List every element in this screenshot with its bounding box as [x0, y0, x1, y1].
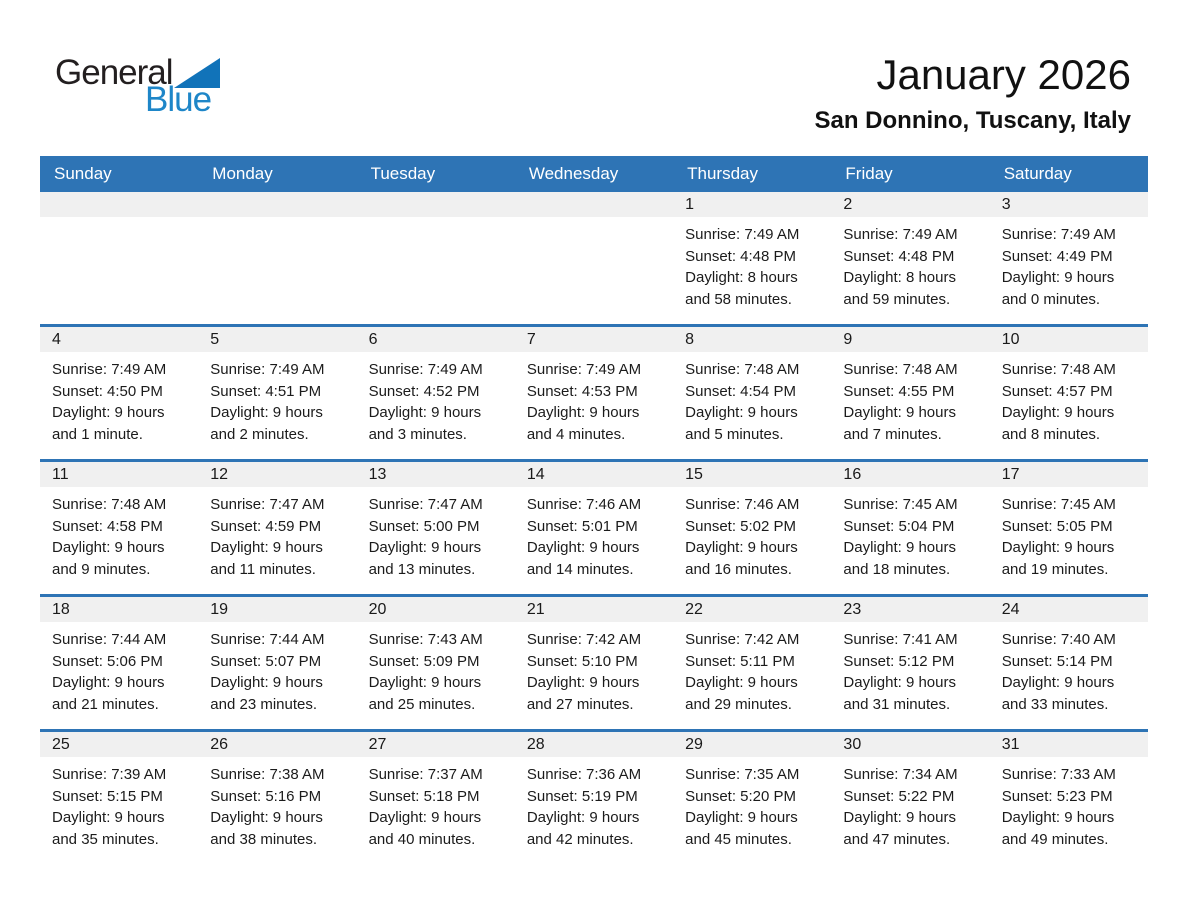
day-number: 1	[673, 192, 831, 217]
sunrise-text: Sunrise: 7:48 AM	[52, 496, 167, 513]
day-number: 30	[831, 732, 989, 757]
day-details	[673, 352, 831, 445]
sunset-text: Sunset: 5:11 PM	[685, 652, 795, 670]
daylight-text: Daylight: 9 hours and 27 minutes.	[526, 674, 640, 713]
sunset-text: Sunset: 5:15 PM	[52, 787, 163, 805]
day-details	[515, 487, 673, 580]
day-details	[515, 757, 673, 850]
day-details	[673, 217, 831, 310]
sunrise-text: Sunrise: 7:44 AM	[52, 631, 167, 648]
sunrise-text: Sunrise: 7:37 AM	[368, 766, 483, 783]
daylight-text: Daylight: 9 hours and 25 minutes.	[368, 674, 482, 713]
sunrise-text: Sunrise: 7:49 AM	[52, 361, 167, 378]
day-number: 28	[515, 732, 673, 757]
day-details	[40, 352, 198, 445]
day-cell-19	[198, 597, 356, 729]
sunrise-text: Sunrise: 7:39 AM	[52, 766, 167, 783]
day-cell-20	[357, 597, 515, 729]
day-details	[990, 487, 1148, 580]
sunrise-text: Sunrise: 7:49 AM	[843, 226, 958, 243]
day-number: 24	[990, 597, 1148, 622]
weekday-header-monday: Monday	[212, 164, 273, 183]
day-number: 2	[831, 192, 989, 217]
weekday-header-thursday: Thursday	[687, 164, 759, 183]
weekday-header-friday: Friday	[845, 164, 893, 183]
day-number: 15	[673, 462, 831, 487]
sunset-text: Sunset: 5:07 PM	[210, 652, 322, 670]
sunset-text: Sunset: 5:06 PM	[52, 652, 163, 670]
day-details	[515, 622, 673, 715]
sunset-text: Sunset: 4:52 PM	[368, 382, 480, 400]
sunrise-text: Sunrise: 7:43 AM	[368, 631, 483, 648]
day-details	[990, 352, 1148, 445]
sunset-text: Sunset: 5:12 PM	[843, 652, 955, 670]
sunrise-text: Sunrise: 7:48 AM	[1001, 361, 1116, 378]
day-number: 27	[357, 732, 515, 757]
day-details	[40, 757, 198, 850]
day-number: 3	[990, 192, 1148, 217]
day-cell-8	[673, 327, 831, 459]
sunrise-text: Sunrise: 7:48 AM	[685, 361, 800, 378]
day-cell-14	[515, 462, 673, 594]
daylight-text: Daylight: 9 hours and 18 minutes.	[843, 539, 956, 578]
general-blue-logo	[55, 55, 275, 117]
day-cell-2	[831, 192, 989, 324]
location-subtitle: San Donnino, Tuscany, Italy	[814, 107, 1131, 135]
day-details	[990, 757, 1148, 850]
sunset-text: Sunset: 5:16 PM	[210, 787, 322, 805]
week-row	[40, 459, 1148, 594]
day-cell-empty	[40, 192, 198, 324]
day-details	[831, 487, 989, 580]
daylight-text: Daylight: 9 hours and 13 minutes.	[368, 539, 482, 578]
day-details	[357, 757, 515, 850]
day-details	[515, 352, 673, 445]
daylight-text: Daylight: 9 hours and 45 minutes.	[685, 809, 798, 848]
daylight-text: Daylight: 9 hours and 16 minutes.	[685, 539, 798, 578]
day-cell-24	[990, 597, 1148, 729]
daylight-text: Daylight: 9 hours and 33 minutes.	[1001, 674, 1115, 713]
sunrise-text: Sunrise: 7:49 AM	[368, 361, 483, 378]
sunrise-text: Sunrise: 7:49 AM	[685, 226, 800, 243]
day-details	[40, 622, 198, 715]
day-details	[40, 487, 198, 580]
day-cell-23	[831, 597, 989, 729]
daylight-text: Daylight: 9 hours and 7 minutes.	[843, 404, 956, 443]
day-number: 22	[673, 597, 831, 622]
day-cell-18	[40, 597, 198, 729]
day-cell-13	[357, 462, 515, 594]
day-cell-3	[990, 192, 1148, 324]
daylight-text: Daylight: 8 hours and 58 minutes.	[685, 269, 798, 308]
daylight-text: Daylight: 9 hours and 31 minutes.	[843, 674, 956, 713]
day-cell-28	[515, 732, 673, 864]
sunset-text: Sunset: 5:10 PM	[526, 652, 638, 670]
sunset-text: Sunset: 5:00 PM	[368, 517, 480, 535]
day-cell-15	[673, 462, 831, 594]
daylight-text: Daylight: 9 hours and 38 minutes.	[210, 809, 323, 848]
day-number: 20	[357, 597, 515, 622]
sunset-text: Sunset: 5:02 PM	[685, 517, 797, 535]
day-details	[357, 622, 515, 715]
day-details	[990, 217, 1148, 310]
sunrise-text: Sunrise: 7:46 AM	[526, 496, 642, 513]
day-number	[198, 192, 356, 217]
sunrise-text: Sunrise: 7:35 AM	[685, 766, 800, 783]
day-number: 17	[990, 462, 1148, 487]
sunrise-text: Sunrise: 7:49 AM	[210, 361, 325, 378]
day-details	[357, 352, 515, 445]
sunrise-text: Sunrise: 7:46 AM	[685, 496, 800, 513]
daylight-text: Daylight: 9 hours and 5 minutes.	[685, 404, 798, 443]
sunset-text: Sunset: 5:04 PM	[843, 517, 955, 535]
day-number: 14	[515, 462, 673, 487]
weekday-header-tuesday: Tuesday	[370, 164, 436, 183]
day-cell-5	[198, 327, 356, 459]
daylight-text: Daylight: 9 hours and 0 minutes.	[1001, 269, 1115, 308]
day-details	[198, 487, 356, 580]
daylight-text: Daylight: 9 hours and 29 minutes.	[685, 674, 798, 713]
day-cell-9	[831, 327, 989, 459]
sunset-text: Sunset: 4:59 PM	[210, 517, 322, 535]
day-number	[40, 192, 198, 217]
day-cell-16	[831, 462, 989, 594]
day-cell-11	[40, 462, 198, 594]
day-number: 25	[40, 732, 198, 757]
daylight-text: Daylight: 9 hours and 4 minutes.	[526, 404, 640, 443]
day-number: 10	[990, 327, 1148, 352]
day-cell-22	[673, 597, 831, 729]
day-cell-empty	[515, 192, 673, 324]
day-details	[357, 487, 515, 580]
sunrise-text: Sunrise: 7:47 AM	[368, 496, 483, 513]
day-cell-empty	[198, 192, 356, 324]
day-cell-31	[990, 732, 1148, 864]
sunset-text: Sunset: 4:48 PM	[685, 247, 797, 265]
sunrise-text: Sunrise: 7:33 AM	[1001, 766, 1116, 783]
day-details	[831, 352, 989, 445]
day-cell-25	[40, 732, 198, 864]
sunset-text: Sunset: 4:51 PM	[210, 382, 322, 400]
day-number: 13	[357, 462, 515, 487]
sunset-text: Sunset: 4:49 PM	[1001, 247, 1113, 265]
day-cell-17	[990, 462, 1148, 594]
title-block	[815, 52, 1132, 135]
daylight-text: Daylight: 9 hours and 47 minutes.	[843, 809, 956, 848]
sunset-text: Sunset: 5:14 PM	[1001, 652, 1113, 670]
sunrise-text: Sunrise: 7:38 AM	[210, 766, 325, 783]
day-details	[831, 622, 989, 715]
daylight-text: Daylight: 9 hours and 19 minutes.	[1001, 539, 1115, 578]
day-number: 31	[990, 732, 1148, 757]
daylight-text: Daylight: 9 hours and 14 minutes.	[526, 539, 640, 578]
day-details	[198, 352, 356, 445]
daylight-text: Daylight: 9 hours and 23 minutes.	[210, 674, 323, 713]
day-cell-26	[198, 732, 356, 864]
sunrise-text: Sunrise: 7:36 AM	[526, 766, 642, 783]
day-number: 12	[198, 462, 356, 487]
sunset-text: Sunset: 5:09 PM	[368, 652, 480, 670]
weekday-header-wednesday: Wednesday	[528, 164, 619, 183]
calendar-weeks	[40, 192, 1148, 864]
logo-text-general: General	[55, 53, 173, 92]
sunset-text: Sunset: 4:54 PM	[685, 382, 797, 400]
day-cell-21	[515, 597, 673, 729]
daylight-text: Daylight: 9 hours and 21 minutes.	[52, 674, 165, 713]
sunset-text: Sunset: 5:23 PM	[1001, 787, 1113, 805]
day-number: 8	[673, 327, 831, 352]
sunrise-text: Sunrise: 7:34 AM	[843, 766, 958, 783]
sunset-text: Sunset: 5:22 PM	[843, 787, 955, 805]
page-title: January 2026	[876, 51, 1131, 98]
day-number: 11	[40, 462, 198, 487]
sunrise-text: Sunrise: 7:49 AM	[526, 361, 642, 378]
sunrise-text: Sunrise: 7:41 AM	[843, 631, 958, 648]
day-number: 21	[515, 597, 673, 622]
day-number	[515, 192, 673, 217]
day-details	[198, 622, 356, 715]
day-number: 4	[40, 327, 198, 352]
day-number: 23	[831, 597, 989, 622]
day-cell-12	[198, 462, 356, 594]
sunset-text: Sunset: 5:20 PM	[685, 787, 797, 805]
weekday-header-sunday: Sunday	[54, 164, 112, 183]
day-number: 26	[198, 732, 356, 757]
sunset-text: Sunset: 4:50 PM	[52, 382, 163, 400]
day-cell-10	[990, 327, 1148, 459]
week-row	[40, 729, 1148, 864]
day-cell-4	[40, 327, 198, 459]
sunrise-text: Sunrise: 7:42 AM	[685, 631, 800, 648]
day-details	[673, 757, 831, 850]
day-number: 9	[831, 327, 989, 352]
sunrise-text: Sunrise: 7:49 AM	[1001, 226, 1116, 243]
day-details	[990, 622, 1148, 715]
day-details	[831, 217, 989, 310]
day-number: 7	[515, 327, 673, 352]
day-cell-29	[673, 732, 831, 864]
day-details	[198, 757, 356, 850]
day-number: 16	[831, 462, 989, 487]
day-cell-7	[515, 327, 673, 459]
day-number: 19	[198, 597, 356, 622]
daylight-text: Daylight: 9 hours and 49 minutes.	[1001, 809, 1115, 848]
day-number: 5	[198, 327, 356, 352]
sunrise-text: Sunrise: 7:44 AM	[210, 631, 325, 648]
daylight-text: Daylight: 9 hours and 42 minutes.	[526, 809, 640, 848]
daylight-text: Daylight: 9 hours and 11 minutes.	[210, 539, 323, 578]
sunset-text: Sunset: 4:55 PM	[843, 382, 955, 400]
sunrise-text: Sunrise: 7:42 AM	[526, 631, 642, 648]
week-row	[40, 324, 1148, 459]
day-cell-empty	[357, 192, 515, 324]
weekday-header-saturday: Saturday	[1003, 164, 1072, 183]
daylight-text: Daylight: 9 hours and 3 minutes.	[368, 404, 482, 443]
daylight-text: Daylight: 8 hours and 59 minutes.	[843, 269, 956, 308]
sunset-text: Sunset: 4:53 PM	[526, 382, 638, 400]
calendar-table	[40, 156, 1148, 864]
sunset-text: Sunset: 4:57 PM	[1001, 382, 1113, 400]
daylight-text: Daylight: 9 hours and 8 minutes.	[1001, 404, 1115, 443]
day-cell-6	[357, 327, 515, 459]
day-cell-30	[831, 732, 989, 864]
sunset-text: Sunset: 5:19 PM	[526, 787, 638, 805]
day-cell-27	[357, 732, 515, 864]
day-details	[673, 622, 831, 715]
day-cell-1	[673, 192, 831, 324]
day-details	[831, 757, 989, 850]
logo-text-blue: Blue	[145, 80, 212, 119]
sunrise-text: Sunrise: 7:45 AM	[843, 496, 958, 513]
sunrise-text: Sunrise: 7:40 AM	[1001, 631, 1116, 648]
day-number	[357, 192, 515, 217]
sunrise-text: Sunrise: 7:48 AM	[843, 361, 958, 378]
daylight-text: Daylight: 9 hours and 9 minutes.	[52, 539, 165, 578]
daylight-text: Daylight: 9 hours and 1 minute.	[52, 404, 165, 443]
sunset-text: Sunset: 5:18 PM	[368, 787, 480, 805]
sunset-text: Sunset: 4:48 PM	[843, 247, 955, 265]
day-number: 18	[40, 597, 198, 622]
day-number: 6	[357, 327, 515, 352]
week-row	[40, 594, 1148, 729]
week-row	[40, 192, 1148, 324]
sunset-text: Sunset: 5:05 PM	[1001, 517, 1113, 535]
sunset-text: Sunset: 4:58 PM	[52, 517, 163, 535]
sunrise-text: Sunrise: 7:45 AM	[1001, 496, 1116, 513]
day-number: 29	[673, 732, 831, 757]
daylight-text: Daylight: 9 hours and 35 minutes.	[52, 809, 165, 848]
sunset-text: Sunset: 5:01 PM	[526, 517, 638, 535]
sunrise-text: Sunrise: 7:47 AM	[210, 496, 325, 513]
daylight-text: Daylight: 9 hours and 2 minutes.	[210, 404, 323, 443]
day-details	[673, 487, 831, 580]
weekday-header-row	[40, 156, 1148, 192]
daylight-text: Daylight: 9 hours and 40 minutes.	[368, 809, 482, 848]
